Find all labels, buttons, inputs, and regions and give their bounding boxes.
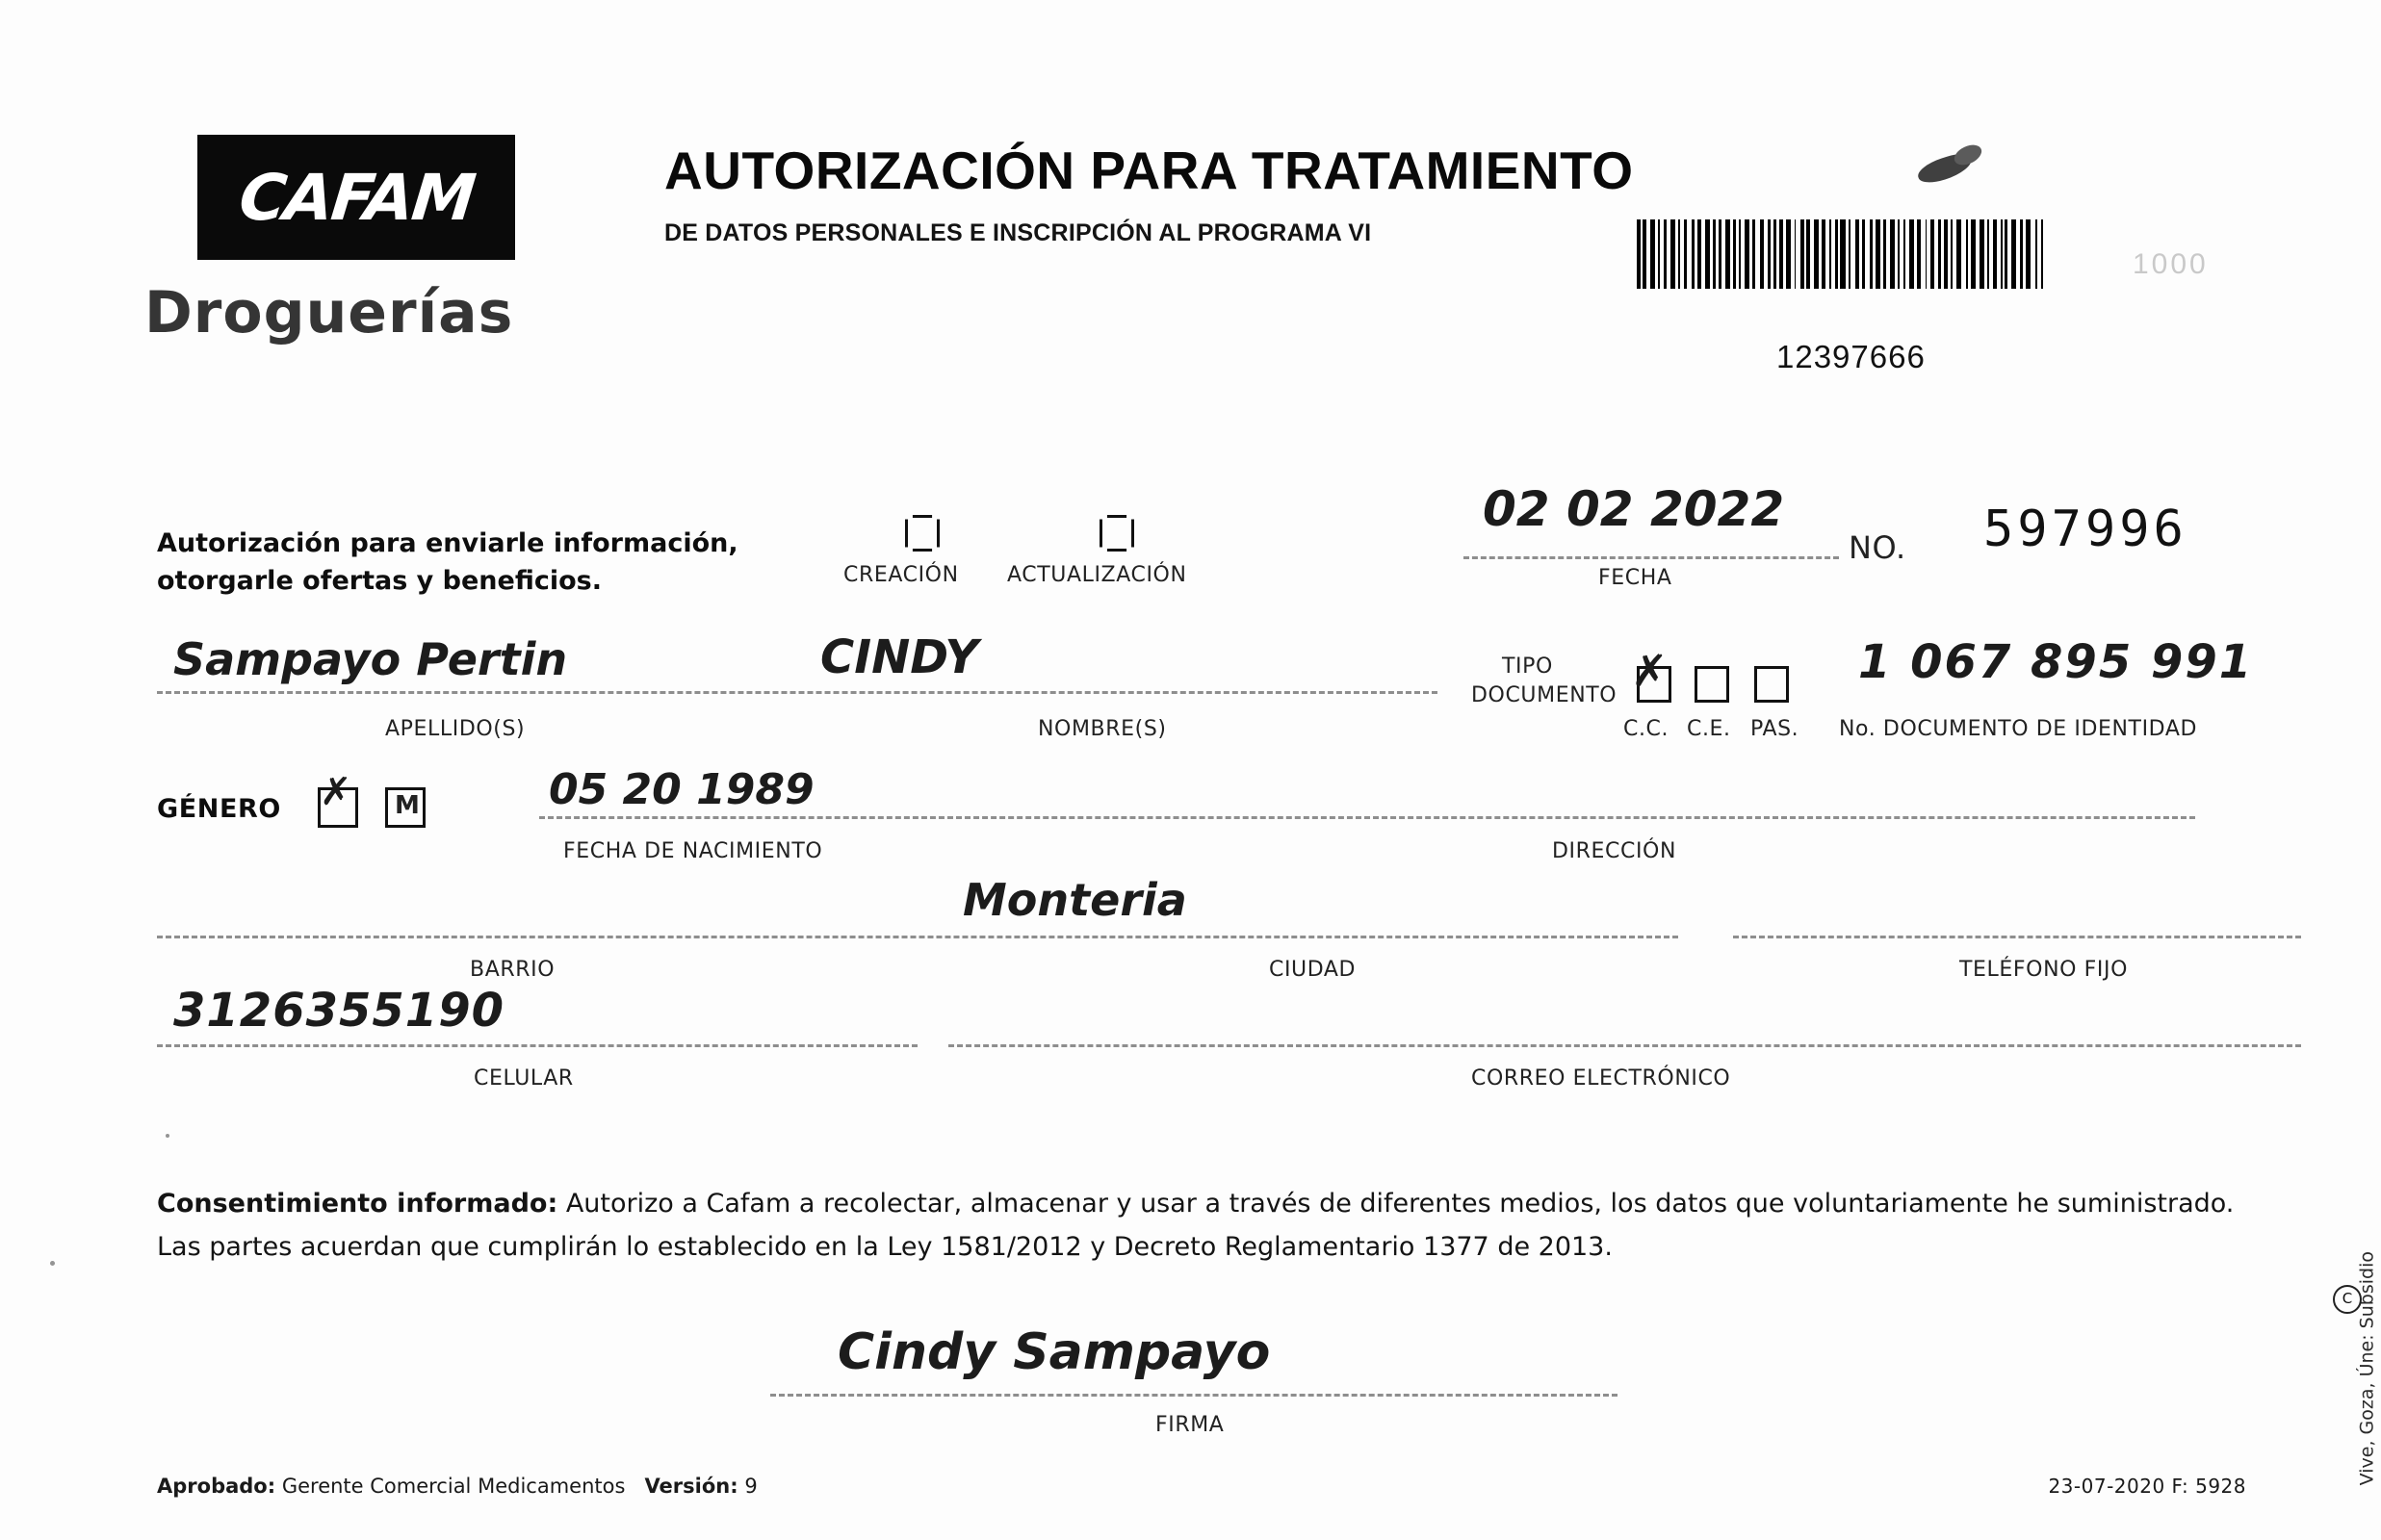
apellido-nombre-line <box>157 691 1437 694</box>
footer-aprobado-value: Gerente Comercial Medicamentos <box>281 1475 626 1498</box>
checkbox-cc-mark: ✗ <box>1631 645 1669 697</box>
checkbox-genero-f-mark: ✗ <box>320 770 352 814</box>
cafam-logo <box>197 135 515 260</box>
faded-code: 1000 <box>2133 248 2209 280</box>
label-documento: DOCUMENTO <box>1471 683 1618 707</box>
authorization-note-line2: otorgarle ofertas y beneficios. <box>157 566 602 596</box>
numero-documento-value[interactable]: 1 067 895 991 <box>1858 635 2254 689</box>
label-direccion: DIRECCIÓN <box>1552 839 1676 863</box>
label-genero: GÉNERO <box>157 794 281 824</box>
label-numero-documento: No. DOCUMENTO DE IDENTIDAD <box>1839 717 2198 741</box>
label-genero-m: M <box>395 791 421 820</box>
document-title: AUTORIZACIÓN PARA TRATAMIENTO <box>664 141 1634 200</box>
label-nombre: NOMBRE(S) <box>1038 717 1167 741</box>
label-creacion: CREACIÓN <box>843 563 959 587</box>
cafam-logo-text: CAFAM <box>235 160 478 235</box>
footer-aprobado-label: Aprobado: <box>157 1475 276 1498</box>
ink-smudge-icon <box>1911 144 1998 197</box>
document-subtitle: DE DATOS PERSONALES E INSCRIPCIÓN AL PROGRAMA VI <box>664 219 1372 246</box>
label-ce: C.E. <box>1687 717 1731 741</box>
footer-version-label: Versión: <box>644 1475 738 1498</box>
authorization-note-line1: Autorización para enviarle información, <box>157 528 738 558</box>
label-correo: CORREO ELECTRÓNICO <box>1471 1066 1731 1091</box>
barcode-number: 12397666 <box>1776 339 1926 374</box>
label-ciudad: CIUDAD <box>1269 958 1357 982</box>
firma-value[interactable]: Cindy Sampayo <box>838 1323 1271 1381</box>
droguerias-label: Droguerías <box>144 279 514 346</box>
label-apellido: APELLIDO(S) <box>385 717 526 741</box>
label-cc: C.C. <box>1623 717 1669 741</box>
checkbox-pas[interactable] <box>1754 666 1789 703</box>
barrio-ciudad-line <box>157 936 1678 938</box>
label-tipo: TIPO <box>1502 654 1553 679</box>
side-mark-icon: C <box>2333 1285 2362 1314</box>
label-no: NO. <box>1849 529 1906 566</box>
label-actualizacion: ACTUALIZACIÓN <box>1007 563 1187 587</box>
label-fecha-nacimiento: FECHA DE NACIMIENTO <box>563 839 823 863</box>
celular-line <box>157 1044 918 1047</box>
apellido-value[interactable]: Sampayo Pertin <box>173 633 568 685</box>
side-slogan: Vive, Goza, Úne: Subsidio <box>2356 1251 2377 1486</box>
consent-heading: Consentimiento informado: <box>157 1189 558 1219</box>
firma-line <box>770 1394 1618 1397</box>
label-pas: PAS. <box>1750 717 1799 741</box>
fecha-nacimiento-value[interactable]: 05 20 1989 <box>549 765 815 814</box>
authorization-note <box>157 525 738 600</box>
label-telefono-fijo: TELÉFONO FIJO <box>1959 958 2128 982</box>
consecutive-number: 597996 <box>1983 500 2187 558</box>
checkbox-actualizacion[interactable] <box>1100 515 1134 552</box>
nombre-value[interactable]: CINDY <box>820 630 979 684</box>
consent-body: Autorizo a Cafam a recolectar, almacenar y usar a través de diferentes medios, los datos que voluntariamente he suministrado. Las partes acuerdan que cumplirán lo establecido en la Ley 1581/2012 y Decreto Reglamentario 1377 de 2013. <box>157 1189 2235 1262</box>
checkbox-creacion[interactable] <box>905 515 940 552</box>
checkbox-ce[interactable] <box>1695 666 1729 703</box>
nacimiento-direccion-line <box>539 816 2195 819</box>
ciudad-value[interactable]: Monteria <box>963 874 1187 926</box>
fecha-line <box>1463 556 1839 559</box>
footer-date-code: 23-07-2020 F: 5928 <box>2048 1475 2246 1498</box>
telefono-line <box>1733 936 2301 938</box>
label-celular: CELULAR <box>474 1066 574 1091</box>
label-fecha: FECHA <box>1598 566 1672 590</box>
celular-value[interactable]: 3126355190 <box>173 984 505 1038</box>
label-firma: FIRMA <box>1155 1413 1225 1437</box>
barcode <box>1637 219 2046 289</box>
label-barrio: BARRIO <box>470 958 556 982</box>
footer-approval <box>157 1475 758 1498</box>
footer-version-value: 9 <box>744 1475 758 1498</box>
consent-paragraph <box>157 1182 2265 1269</box>
correo-line <box>948 1044 2301 1047</box>
fecha-value[interactable]: 02 02 2022 <box>1483 481 1785 537</box>
